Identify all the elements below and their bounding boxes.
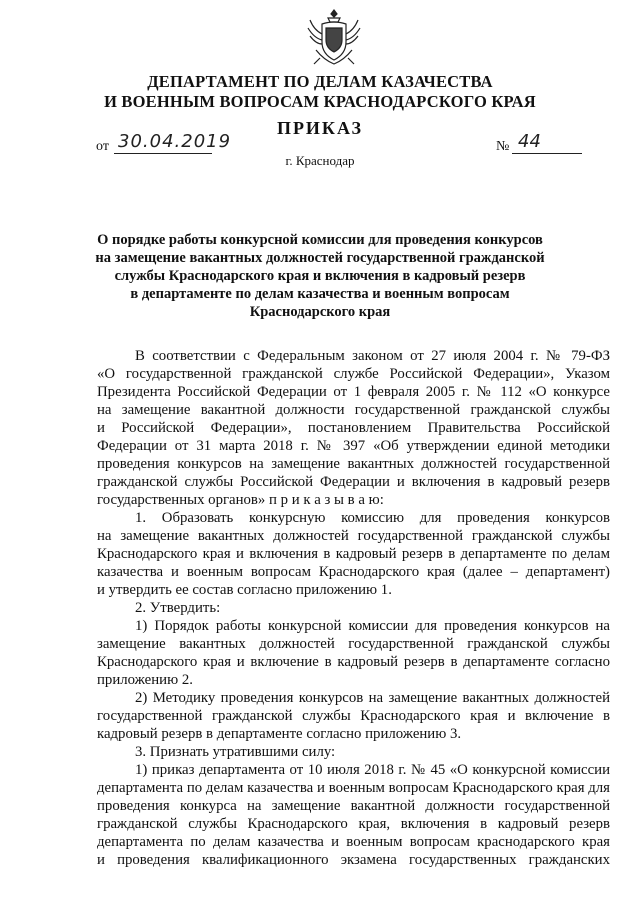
- body-line: на замещение вакантной должности государственной гражданской службы: [97, 402, 610, 418]
- body-line: проведения конкурса на замещение вакантной должности государственной: [97, 798, 610, 814]
- body-line: гражданской службы Российской Федерации и включения в кадровый резерв: [97, 474, 610, 490]
- body-line: гражданской службы Краснодарского края, включения в кадровый резерв: [97, 816, 610, 832]
- number-prefix: №: [496, 139, 510, 154]
- title-line: службы Краснодарского края и включения в кадровый резерв: [114, 268, 526, 284]
- body-line: 1. Образовать конкурсную комиссию для проведения конкурсов: [135, 510, 610, 526]
- body-line: и Российской Федерации», постановлением Правительства Российской: [97, 420, 610, 436]
- body-line: департамента по делам казачества и военным вопросам краснодарского края: [97, 834, 610, 850]
- title-line: О порядке работы конкурсной комиссии для проведения конкурсов: [97, 232, 543, 248]
- handwritten-number: 44: [512, 131, 582, 154]
- body-line: 2. Утвердить:: [135, 600, 221, 616]
- title-line: Краснодарского края: [249, 304, 391, 320]
- body-line: государственных органов» п р и к а з ы в а ю:: [97, 492, 384, 508]
- body-line: Федерации от 31 марта 2018 г. № 397 «Об утверждении единой методики: [97, 438, 610, 454]
- body-line: проведения конкурсов на замещение вакантных должностей государственной: [97, 456, 610, 472]
- body-line: казачества и военным вопросам Краснодарского края (далее – департамент): [97, 564, 610, 580]
- body-line: В соответствии с Федеральным законом от 27 июля 2004 г. № 79-ФЗ: [135, 348, 610, 364]
- body-line: 2) Методику проведения конкурсов на замещение вакантных должностей: [135, 690, 610, 706]
- body-line: кадровый резерв в департаменте согласно приложению 3.: [97, 726, 462, 742]
- body-line: приложению 2.: [97, 672, 193, 688]
- document-type: ПРИКАЗ: [276, 118, 364, 138]
- body-line: 3. Признать утратившими силу:: [135, 744, 336, 760]
- body-line: государственной гражданской службы Краснодарского края и включение в: [97, 708, 610, 724]
- title-line: на замещение вакантных должностей государственной гражданской: [95, 250, 545, 266]
- handwritten-date: 30.04.2019: [114, 131, 212, 154]
- body-line: и проведения квалификационного экзамена государственных гражданских: [97, 852, 610, 868]
- body-line: на замещение вакантных должностей государственной гражданской службы: [97, 528, 610, 544]
- body-line: Президента Российской Федерации от 1 февраля 2005 г. № 112 «О конкурсе: [97, 384, 610, 400]
- body-line: 1) Порядок работы конкурсной комиссии для проведения конкурсов на: [135, 618, 610, 634]
- organization-name-line-2: И ВОЕННЫМ ВОПРОСАМ КРАСНОДАРСКОГО КРАЯ: [104, 92, 536, 111]
- body-line: замещение вакантных должностей государственной гражданской службы: [97, 636, 610, 652]
- date-prefix: от: [96, 139, 109, 154]
- organization-name-line-1: ДЕПАРТАМЕНТ ПО ДЕЛАМ КАЗАЧЕСТВА: [147, 72, 493, 91]
- body-line: «О государственной гражданской службе Российской Федерации», Указом: [97, 366, 610, 382]
- body-line: и утвердить ее состав согласно приложению 1.: [97, 582, 392, 598]
- coat-of-arms-emblem-icon: [306, 6, 362, 68]
- body-line: Краснодарского края и включение в кадровый резерв в департаменте согласно: [97, 654, 610, 670]
- city: г. Краснодар: [285, 153, 355, 168]
- body-line: Краснодарского края и включения в кадровый резерв в департаменте по делам: [97, 546, 610, 562]
- body-line: департамента по делам казачества и военным вопросам Краснодарского края для: [97, 780, 610, 796]
- body-line: 1) приказ департамента от 10 июля 2018 г. № 45 «О конкурсной комиссии: [135, 762, 610, 778]
- title-line: в департаменте по делам казачества и военным вопросам: [130, 286, 510, 302]
